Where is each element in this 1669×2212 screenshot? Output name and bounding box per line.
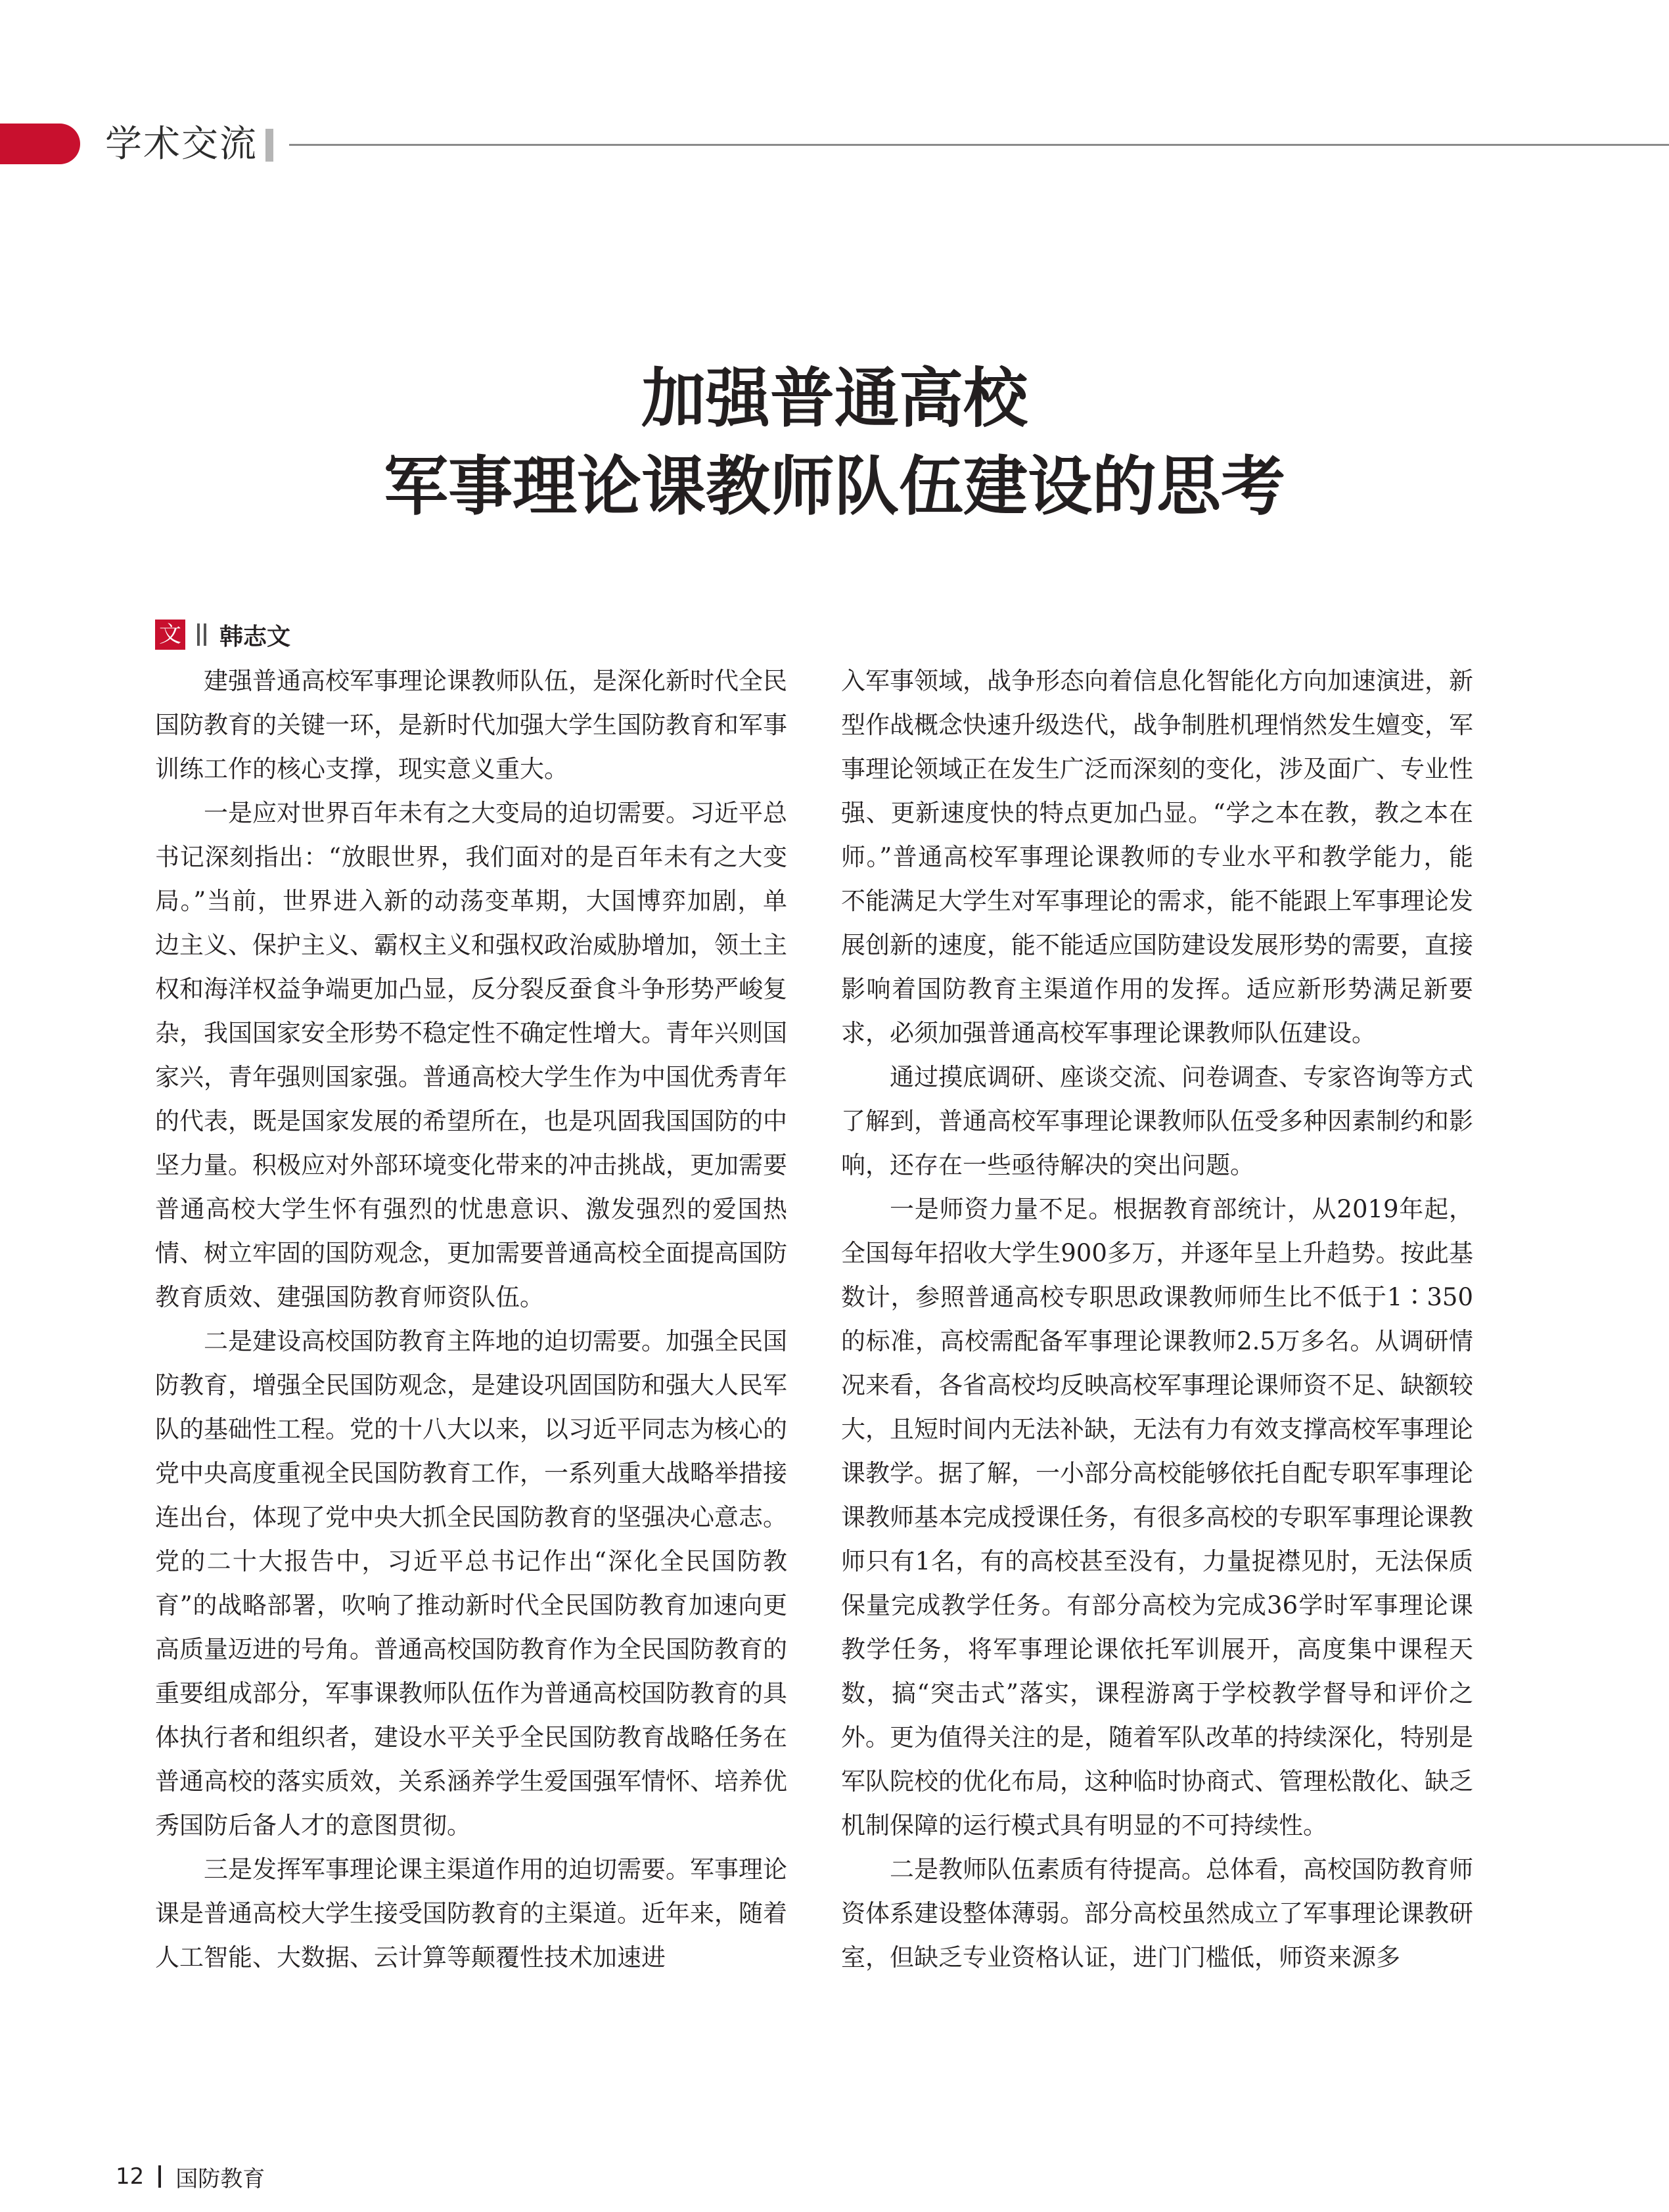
wen-icon: 文 [155, 620, 185, 650]
paragraph: 一是应对世界百年未有之大变局的迫切需要。习近平总书记深刻指出：“放眼世界，我们面对的是百年未有之大变局。”当前，世界进入新的动荡变革期，大国博弈加剧，单边主义、保护主义、霸权主义和强权政治威胁增加，领土主权和海洋权益争端更加凸显，反分裂反蚕食斗争形势严峻复杂，我国国家安全形势不稳定性不确定性增大。青年兴则国家兴，青年强则国家强。普通高校大学生作为中国优秀青年的代表，既是国家发展的希望所在，也是巩固我国国防的中坚力量。积极应对外部环境变化带来的冲击挑战，更加需要普通高校大学生怀有强烈的忧患意识、激发强烈的爱国热情、树立牢固的国防观念，更加需要普通高校全面提高国防教育质效、建强国防教育师资队伍。 [155, 799, 787, 1311]
title-line-2: 军事理论课教师队伍建设的思考 [383, 449, 1285, 524]
paragraph: 一是师资力量不足。根据教育部统计，从2019年起，全国每年招收大学生900多万，并逐年呈上升趋势。按此基数计，参照普通高校专职思政课教师师生比不低于1∶350的标准，高校需配备军事理论课教师2.5万多名。从调研情况来看，各省高校均反映高校军事理论课师资不足、缺额较大，且短时间内无法补缺，无法有力有效支撑高校军事理论课教学。据了解，一小部分高校能够依托自配专职军事理论课教师基本完成授课任务，有很多高校的专职军事理论课教师只有1名，有的高校甚至没有，力量捉襟见肘，无法保质保量完成教学任务。有部分高校为完成36学时军事理论课教学任务，将军事理论课依托军训展开，高度集中课程天数，搞“突击式”落实，课程游离于学校教学督导和评价之外。更为值得关注的是，随着军队改革的持续深化，特别是军队院校的优化布局，这种临时协商式、管理松散化、缺乏机制保障的运行模式具有明显的不可持续性。 [841, 1195, 1473, 1840]
author-name: 韩志文 [219, 623, 291, 650]
footer-separator [158, 2165, 161, 2188]
paragraph: 建强普通高校军事理论课教师队伍，是深化新时代全民国防教育的关键一环，是新时代加强大学生国防教育和军事训练工作的核心支撑，现实意义重大。 [155, 667, 787, 783]
byline-separator [197, 623, 206, 646]
paragraph: 三是发挥军事理论课主渠道作用的迫切需要。军事理论课是普通高校大学生接受国防教育的主渠道。近年来，随着人工智能、大数据、云计算等颠覆性技术加速进 [155, 1855, 787, 1972]
page-footer [116, 2160, 265, 2193]
paragraph: 通过摸底调研、座谈交流、问卷调查、专家咨询等方式了解到，普通高校军事理论课教师队伍受多种因素制约和影响，还存在一些亟待解决的突出问题。 [841, 1063, 1473, 1179]
paragraph: 二是教师队伍素质有待提高。总体看，高校国防教育师资体系建设整体薄弱。部分高校虽然成立了军事理论课教研室，但缺乏专业资格认证，进门门槛低，师资来源多 [841, 1855, 1473, 1972]
title-line-1: 加强普通高校 [641, 361, 1028, 436]
right-column [841, 659, 1473, 1979]
page-number: 12 [116, 2163, 145, 2190]
paragraph: 二是建设高校国防教育主阵地的迫切需要。加强全民国防教育，增强全民国防观念，是建设巩固国防和强大人民军队的基础性工程。党的十八大以来，以习近平同志为核心的党中央高度重视全民国防教育工作，一系列重大战略举措接连出台，体现了党中央大抓全民国防教育的坚强决心意志。党的二十大报告中，习近平总书记作出“深化全民国防教育”的战略部署，吹响了推动新时代全民国防教育加速向更高质量迈进的号角。普通高校国防教育作为全民国防教育的重要组成部分，军事课教师队伍作为普通高校国防教育的具体执行者和组织者，建设水平关乎全民国防教育战略任务在普通高校的落实质效，关系涵养学生爱国强军情怀、培养优秀国防后备人才的意图贯彻。 [155, 1327, 787, 1840]
section-label: 学术交流 [105, 123, 258, 166]
header-rule [289, 144, 1669, 146]
section-tab-marker [0, 124, 80, 164]
magazine-name: 国防教育 [175, 2165, 265, 2192]
article-title [0, 355, 1669, 531]
section-divider-bar [265, 129, 273, 162]
byline [155, 619, 290, 650]
left-column [155, 659, 787, 1979]
paragraph-continuation: 入军事领域，战争形态向着信息化智能化方向加速演进，新型作战概念快速升级迭代，战争制胜机理悄然发生嬗变，军事理论领域正在发生广泛而深刻的变化，涉及面广、专业性强、更新速度快的特点更加凸显。“学之本在教，教之本在师。”普通高校军事理论课教师的专业水平和教学能力，能不能满足大学生对军事理论的需求，能不能跟上军事理论发展创新的速度，能不能适应国防建设发展形势的需要，直接影响着国防教育主渠道作用的发挥。适应新形势满足新要求，必须加强普通高校军事理论课教师队伍建设。 [841, 667, 1473, 1047]
